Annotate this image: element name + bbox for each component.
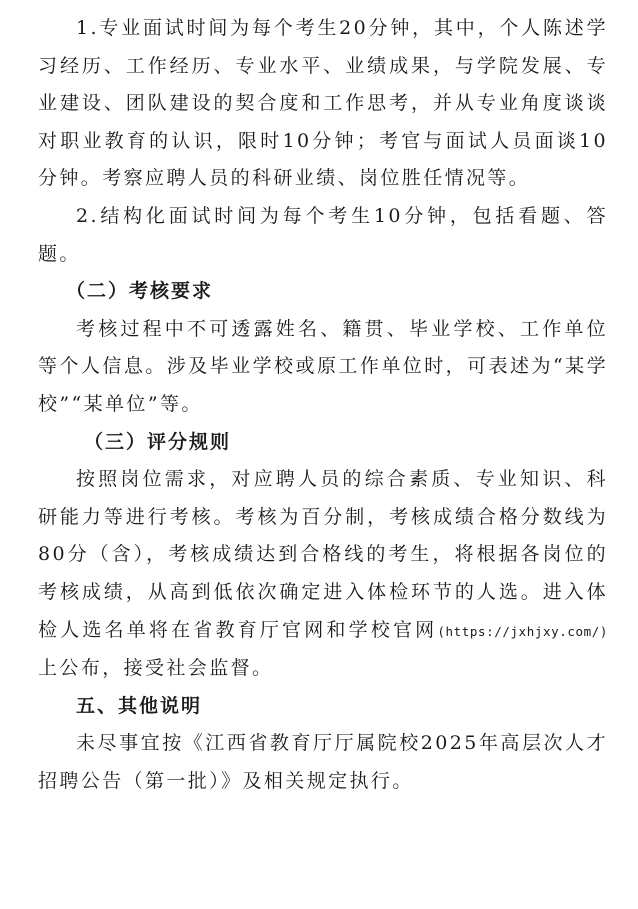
paragraph-structured-interview: 2.结构化面试时间为每个考生10分钟，包括看题、答题。 (38, 204, 608, 265)
heading-other-notes: 五、其他说明 (76, 694, 203, 717)
heading-scoring-rules: （三）评分规则 (84, 430, 232, 453)
paragraph-assessment-requirements: 考核过程中不可透露姓名、籍贯、毕业学校、工作单位等个人信息。涉及毕业学校或原工作单位时，可表述为“某学校”“某单位”等。 (38, 317, 608, 415)
school-website-link[interactable]: (https://jxhjxy.com/) (437, 623, 608, 639)
document-page (38, 10, 608, 800)
heading-assessment-requirements: （二）考核要求 (66, 280, 214, 303)
scoring-rules-text-end: 上公布，接受社会监督。 (38, 657, 274, 680)
scoring-rules-text: 按照岗位需求，对应聘人员的综合素质、专业知识、科研能力等进行考核。考核为百分制，考核成绩合格分数线为80分（含），考核成绩达到合格线的考生，将根据各岗位的考核成绩，从高到低依次确定进入体检环节的人选。进入体检人选名单将在省教育厅官网和学校官网 (38, 468, 608, 641)
paragraph-scoring-rules (38, 461, 608, 688)
paragraph-other-notes: 未尽事宜按《江西省教育厅厅属院校2025年高层次人才招聘公告（第一批）》及相关规定执行。 (38, 732, 608, 792)
paragraph-professional-interview: 1.专业面试时间为每个考生20分钟，其中，个人陈述学习经历、工作经历、专业水平、业绩成果，与学院发展、专业建设、团队建设的契合度和工作思考，并从专业角度谈谈对职业教育的认识，限时10分钟；考官与面试人员面谈10分钟。考察应聘人员的科研业绩、岗位胜任情况等。 (38, 17, 608, 190)
